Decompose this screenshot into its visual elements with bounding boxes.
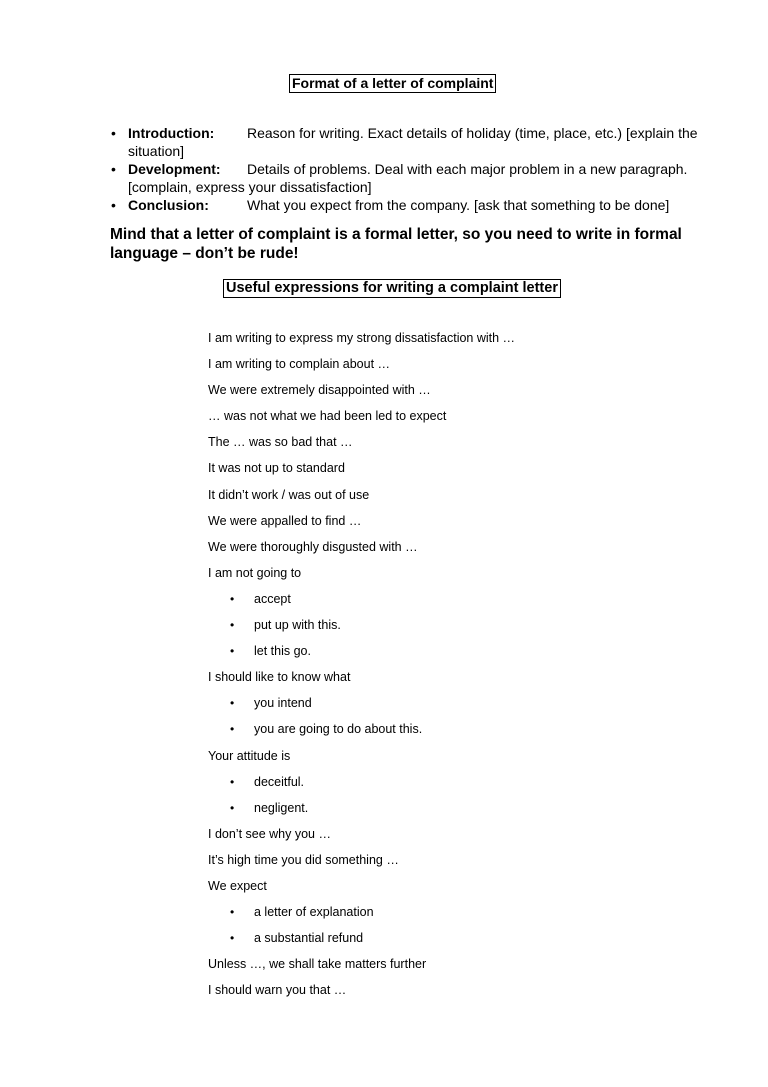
bullet-icon: •	[230, 905, 235, 920]
bullet-icon: •	[230, 722, 235, 737]
expression-item: I am writing to complain about …	[208, 357, 391, 372]
expression-subitem	[208, 720, 515, 746]
bullet-icon: •	[111, 197, 116, 213]
format-label: Introduction:	[128, 125, 215, 141]
expression-item: We were thoroughly disgusted with …	[208, 539, 418, 554]
format-label: Development:	[128, 161, 221, 177]
expression-item: It didn’t work / was out of use	[208, 487, 370, 502]
expression-item: Unless …, we shall take matters further	[208, 957, 427, 972]
subitem-text: put up with this.	[254, 618, 341, 633]
expression-subitem	[208, 590, 515, 616]
format-list	[110, 124, 710, 214]
expression-item: … was not what we had been led to expect	[208, 409, 447, 424]
bullet-icon: •	[111, 125, 116, 141]
expression-subitem	[208, 929, 515, 955]
bullet-icon: •	[230, 618, 235, 633]
format-item-introduction	[110, 124, 710, 160]
expression-item: I should like to know what	[208, 670, 351, 685]
subitem-text: you are going to do about this.	[254, 722, 423, 737]
expression-item: I am writing to express my strong dissatisfaction with …	[208, 331, 516, 345]
expression-item: Your attitude is	[208, 748, 291, 763]
expression-item: It was not up to standard	[208, 461, 345, 476]
expression-item: We expect	[208, 878, 267, 893]
format-text: Details of problems. Deal with each major problem in a new paragraph. [complain, express your dissatisfaction]	[128, 161, 688, 195]
format-item-development	[110, 160, 710, 196]
expression-subitem	[208, 773, 515, 799]
expression-subitem	[208, 903, 515, 929]
bullet-icon: •	[230, 696, 235, 711]
subitem-text: you intend	[254, 696, 312, 711]
bullet-icon: •	[230, 591, 235, 606]
expression-item: I should warn you that …	[208, 983, 347, 998]
expression-item: I am not going to	[208, 565, 302, 580]
bullet-icon: •	[230, 644, 235, 659]
bullet-icon: •	[111, 161, 116, 177]
expression-item: The … was so bad that …	[208, 435, 353, 450]
expression-item: I don’t see why you …	[208, 826, 331, 841]
bullet-icon: •	[230, 931, 235, 946]
document-title: Format of a letter of complaint	[289, 74, 496, 93]
expression-subitem	[208, 616, 515, 642]
bullet-icon: •	[230, 800, 235, 815]
subitem-text: a substantial refund	[254, 931, 364, 946]
expression-subitem	[208, 694, 515, 720]
subitem-text: deceitful.	[254, 774, 305, 789]
format-text: What you expect from the company. [ask that something to be done]	[247, 197, 670, 213]
expression-item: We were appalled to find …	[208, 513, 362, 528]
expression-item: We were extremely disappointed with …	[208, 383, 431, 398]
expression-subitem	[208, 642, 515, 668]
bullet-icon: •	[230, 774, 235, 789]
subitem-text: let this go.	[254, 644, 311, 659]
format-item-conclusion	[110, 196, 710, 214]
expression-item: It’s high time you did something …	[208, 852, 399, 867]
subitem-text: a letter of explanation	[254, 905, 374, 920]
subitem-text: negligent.	[254, 800, 309, 815]
format-text: Reason for writing. Exact details of holiday (time, place, etc.) [explain the situation]	[128, 125, 698, 159]
format-label: Conclusion:	[128, 197, 209, 213]
formal-warning: Mind that a letter of complaint is a formal letter, so you need to write in formal language – don’t be rude!	[110, 226, 682, 262]
expressions-heading: Useful expressions for writing a complaint letter	[223, 279, 561, 298]
subitem-text: accept	[254, 591, 291, 606]
expressions-list	[208, 329, 515, 1007]
expression-subitem	[208, 799, 515, 825]
